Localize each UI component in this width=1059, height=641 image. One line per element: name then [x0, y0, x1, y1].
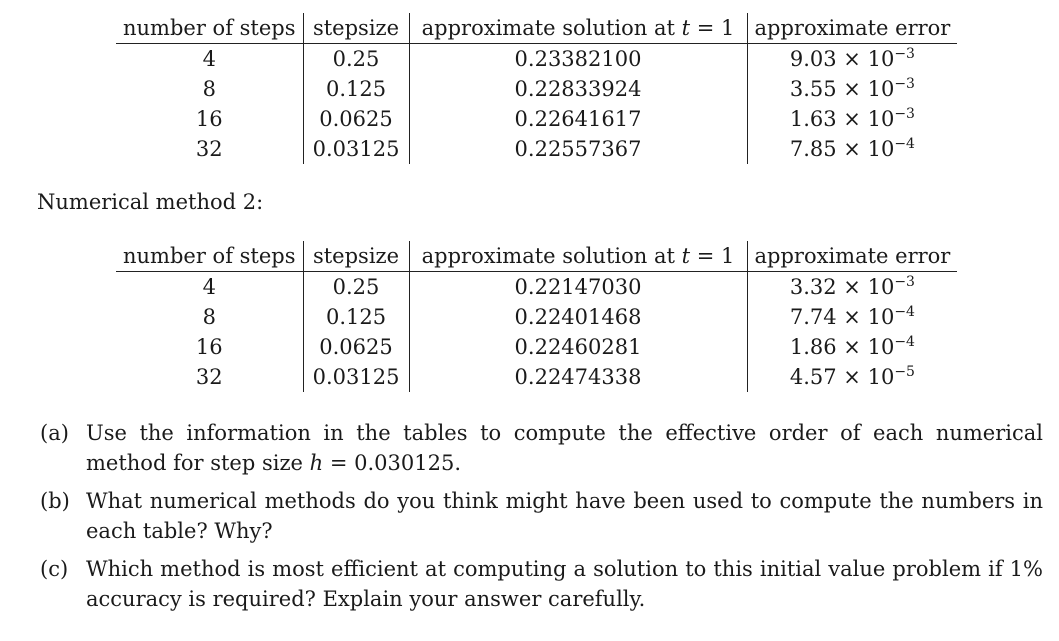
cell-error [747, 44, 957, 75]
cell-steps: 4 [202, 275, 216, 299]
header-number-of-steps: number of steps [116, 13, 303, 44]
cell-stepsize: 0.0625 [303, 104, 409, 134]
cell-stepsize: 0.25 [303, 44, 409, 75]
cell-steps: 32 [195, 137, 223, 161]
header-solution-prefix: approximate solution at [421, 16, 675, 40]
question-list [40, 418, 1043, 622]
error-mantissa: 4.57 × 10 [789, 365, 895, 389]
table-row [116, 134, 957, 164]
cell-error [747, 332, 957, 362]
error-mantissa: 7.85 × 10 [789, 137, 895, 161]
error-exponent: −4 [894, 136, 915, 152]
error-exponent: −3 [894, 106, 915, 122]
cell-stepsize: 0.0625 [303, 332, 409, 362]
cell-solution: 0.22641617 [409, 104, 747, 134]
question-text-before: Use the information in the tables to compute the effective order of each numerical method for step size [86, 421, 1043, 475]
question-text-after: = 0.030125. [329, 451, 462, 475]
header-solution-variable: t [681, 16, 691, 40]
cell-error [747, 272, 957, 303]
table-row [116, 272, 957, 303]
header-approximate-error: approximate error [747, 13, 957, 44]
cell-steps: 8 [202, 305, 216, 329]
results-table-method-2 [116, 241, 957, 392]
table-row [116, 302, 957, 332]
question-letter: (c) [40, 557, 69, 581]
header-approximate-solution [409, 13, 747, 44]
cell-error [747, 104, 957, 134]
table-header-row [116, 241, 957, 272]
error-mantissa: 1.86 × 10 [789, 335, 895, 359]
cell-error [747, 362, 957, 392]
cell-solution: 0.22474338 [409, 362, 747, 392]
error-mantissa: 3.55 × 10 [789, 77, 895, 101]
table-row [116, 44, 957, 75]
header-stepsize: stepsize [303, 241, 409, 272]
cell-stepsize: 0.125 [303, 74, 409, 104]
cell-steps: 16 [195, 107, 223, 131]
header-solution-variable: t [681, 244, 691, 268]
error-exponent: −3 [894, 274, 915, 290]
header-stepsize: stepsize [303, 13, 409, 44]
header-approximate-solution [409, 241, 747, 272]
cell-steps: 16 [195, 335, 223, 359]
error-mantissa: 1.63 × 10 [789, 107, 895, 131]
method-2-label: Numerical method 2: [37, 190, 264, 214]
header-approximate-error: approximate error [747, 241, 957, 272]
cell-stepsize: 0.03125 [303, 134, 409, 164]
cell-error [747, 74, 957, 104]
error-exponent: −3 [894, 76, 915, 92]
table-row [116, 104, 957, 134]
cell-steps: 4 [202, 47, 216, 71]
cell-solution: 0.22833924 [409, 74, 747, 104]
question-letter: (b) [40, 489, 70, 513]
question-c [40, 554, 1043, 614]
error-exponent: −4 [894, 334, 915, 350]
error-mantissa: 9.03 × 10 [789, 47, 895, 71]
error-mantissa: 3.32 × 10 [789, 275, 895, 299]
cell-error [747, 302, 957, 332]
question-text: Which method is most efficient at computing a solution to this initial value problem if 1% accuracy is required? Explain your answer carefully. [86, 557, 1043, 611]
cell-steps: 32 [195, 365, 223, 389]
cell-solution: 0.22460281 [409, 332, 747, 362]
header-number-of-steps: number of steps [116, 241, 303, 272]
header-solution-suffix: = 1 [696, 244, 735, 268]
error-exponent: −5 [894, 364, 915, 380]
table-row [116, 332, 957, 362]
error-exponent: −3 [894, 46, 915, 62]
table-header-row [116, 13, 957, 44]
cell-stepsize: 0.125 [303, 302, 409, 332]
cell-error [747, 134, 957, 164]
cell-solution: 0.22401468 [409, 302, 747, 332]
results-table-method-1 [116, 13, 957, 164]
table-row [116, 362, 957, 392]
cell-solution: 0.22147030 [409, 272, 747, 303]
cell-stepsize: 0.25 [303, 272, 409, 303]
header-solution-suffix: = 1 [696, 16, 735, 40]
cell-steps: 8 [202, 77, 216, 101]
cell-solution: 0.22557367 [409, 134, 747, 164]
question-b [40, 486, 1043, 546]
table-row [116, 74, 957, 104]
question-text: What numerical methods do you think might have been used to compute the numbers in each table? Why? [86, 489, 1043, 543]
question-text [86, 418, 1043, 478]
question-a [40, 418, 1043, 478]
error-mantissa: 7.74 × 10 [789, 305, 895, 329]
question-letter: (a) [40, 421, 69, 445]
cell-stepsize: 0.03125 [303, 362, 409, 392]
question-variable: h [309, 451, 324, 475]
error-exponent: −4 [894, 304, 915, 320]
header-solution-prefix: approximate solution at [421, 244, 675, 268]
cell-solution: 0.23382100 [409, 44, 747, 75]
